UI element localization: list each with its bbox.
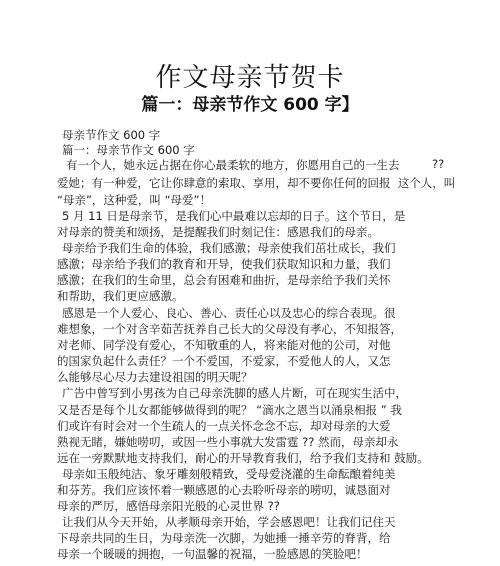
body-line: 广告中曾写到小男孩为自己母亲洗脚的感人片断，可在现实生活中， [62,386,407,400]
body-line: 爱她；有一种爱，它让你肆意的索取、享用，却不要你任何的回报 这个人，叫 [57,176,456,190]
body-line: 母亲给予我们生命的体验，我们感激；母亲使我们茁壮成长，我们 [62,241,396,255]
body-line: 感激；在我们的生命里，总会有困难和曲折，是母亲给予我们关怀 [57,273,391,287]
body-line: 对老师、同学没有爱心，不知敬重的人，将来能对他的公司，对他 [57,338,391,352]
body-line: 母亲如玉般纯洁、象牙雕刻般精致，受母爱浇灌的生命酝酿着纯美 [62,467,396,481]
document-subtitle: 篇一：母亲节作文 600 字】 [141,95,359,115]
body-line: 对母亲的赞美和颂扬，是提醒我们时刻记住：感恩我们的母亲。 [57,225,379,239]
body-line: 又是否是每个儿女都能够做得到的呢？ “滴水之恩当以涌泉相报 ” 我 [57,403,402,417]
body-line: 们或许有时会对一个生疏人的一点关怀念念不忘，却对母亲的大爱 [57,419,391,433]
body-line: 的国家负起什么责任？一个不爱国，不爱家，不爱他人的人，又怎 [57,354,391,368]
body-line: 感激；母亲给予我们的教育和开导，使我们获取知识和力量，我们 [57,257,391,271]
body-line: 下母亲共同的生日，为母亲洗一次脚，为她捶一捶辛劳的脊背，给 [57,531,391,545]
body-line: “母亲”，这种爱，叫 “母爱”！ [57,193,211,207]
question-marks: ?? [432,157,445,171]
body-line: 和芬芳。我们应该怀着一颗感恩的心去聆听母亲的唠叨，诚恳面对 [57,483,391,497]
body-line: 和帮助，我们更应感激。 [57,289,184,303]
body-line: 母亲一个暖暖的拥抱，一句温馨的祝福，一脸感恩的笑脸吧！ [57,547,368,561]
body-line: 么能够尽心尽力去建设祖国的明天呢？ [57,370,253,384]
document-title: 作文母亲节贺卡 [155,63,345,93]
body-line: 难想象，一个对含辛茹苦抚养自己长大的父母没有孝心，不知报答， [57,322,402,336]
body-line: 远在一旁默默地支持我们，耐心的开导教育我们，给予我们支持和 鼓励。 [57,451,429,465]
body-line: 母亲的严厉，感悟母亲阳光般的心灵世界 ?? [57,499,280,513]
body-line: 有一个人，她永远占据在你心最柔软的地方，你愿用自己的一生去 [66,158,400,172]
body-line: 让我们从今天开始，从孝顺母亲开始，学会感恩吧！让我们记住天 [62,515,396,529]
body-line: 5 月 11 日是母亲节，是我们心中最难以忘却的日子。这个节日，是 [62,209,406,223]
body-line: 熟视无睹，嫌她唠叨，或因一些小事就大发雷霆 ?? 然而，母亲却永 [57,435,399,449]
body-line: 感恩是一个人爱心、良心、善心、责任心以及忠心的综合表现。很 [62,306,396,320]
body-line: 母亲节作文 600 字 [62,128,161,142]
body-line: 篇一：母亲节作文 600 字 [62,143,195,157]
